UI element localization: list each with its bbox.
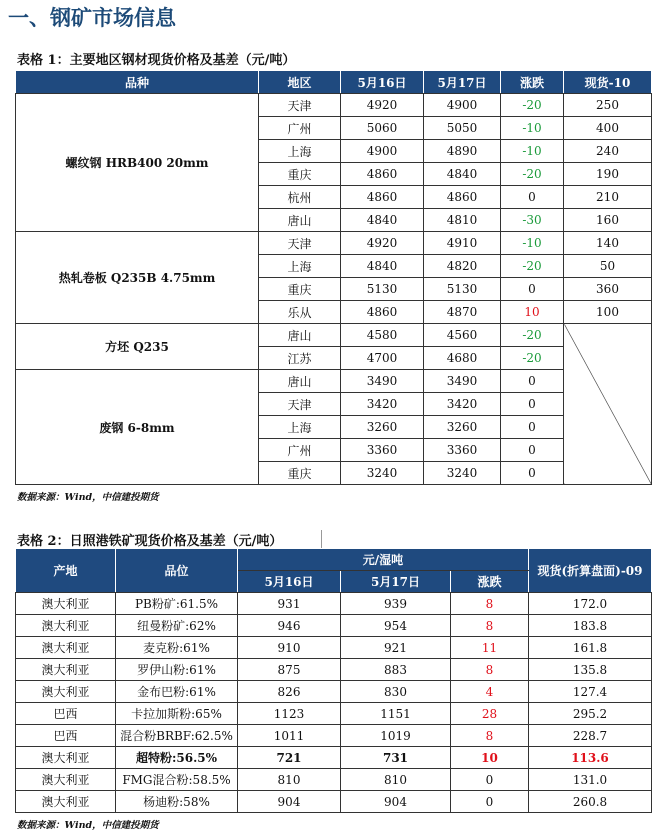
region: 江苏 [259, 347, 341, 370]
change: 10 [501, 301, 564, 324]
change: 0 [501, 393, 564, 416]
price-may16: 4860 [341, 163, 424, 186]
basis: 131.0 [529, 769, 652, 791]
change: 0 [501, 186, 564, 209]
change: 0 [451, 791, 529, 813]
region: 上海 [259, 416, 341, 439]
change: 0 [501, 278, 564, 301]
table-row [16, 94, 652, 117]
change: -20 [501, 94, 564, 117]
price-may16: 4860 [341, 186, 424, 209]
basis: 295.2 [529, 703, 652, 725]
grade: 混合粉BRBF:62.5% [116, 725, 238, 747]
table-row [16, 232, 652, 255]
header-date1: 5月16日 [238, 571, 341, 593]
price-may17: 4900 [424, 94, 501, 117]
table-row [16, 370, 652, 393]
empty-diagonal-cell [564, 324, 652, 485]
price-may17: 883 [341, 659, 451, 681]
price-may17: 954 [341, 615, 451, 637]
basis: 190 [564, 163, 652, 186]
price-may17: 1151 [341, 703, 451, 725]
change: 4 [451, 681, 529, 703]
change: 0 [501, 416, 564, 439]
basis: 250 [564, 94, 652, 117]
grade: 纽曼粉矿:62% [116, 615, 238, 637]
change: 8 [451, 615, 529, 637]
basis: 260.8 [529, 791, 652, 813]
header-change: 涨跌 [451, 571, 529, 593]
change: -30 [501, 209, 564, 232]
origin: 澳大利亚 [16, 593, 116, 615]
price-may16: 1011 [238, 725, 341, 747]
price-may16: 1123 [238, 703, 341, 725]
price-may16: 3260 [341, 416, 424, 439]
basis: 400 [564, 117, 652, 140]
price-may17: 3490 [424, 370, 501, 393]
table-row [16, 681, 652, 703]
table1-caption: 表格 1：主要地区钢材现货价格及基差（元/吨） [17, 53, 296, 68]
change: -20 [501, 163, 564, 186]
basis: 127.4 [529, 681, 652, 703]
header-unit: 元/湿吨 [238, 549, 529, 571]
region: 上海 [259, 140, 341, 163]
region: 重庆 [259, 462, 341, 485]
price-may17: 4680 [424, 347, 501, 370]
header-date2: 5月17日 [341, 571, 451, 593]
grade: 卡拉加斯粉:65% [116, 703, 238, 725]
region: 天津 [259, 393, 341, 416]
price-may16: 4860 [341, 301, 424, 324]
header-cell: 5月17日 [424, 71, 501, 94]
price-may16: 4900 [341, 140, 424, 163]
region: 天津 [259, 94, 341, 117]
origin: 澳大利亚 [16, 637, 116, 659]
grade: 杨迪粉:58% [116, 791, 238, 813]
region: 唐山 [259, 209, 341, 232]
basis: 140 [564, 232, 652, 255]
price-may17: 4810 [424, 209, 501, 232]
origin: 巴西 [16, 725, 116, 747]
change: 8 [451, 725, 529, 747]
iron-ore-price-table [15, 548, 652, 813]
origin: 澳大利亚 [16, 681, 116, 703]
table-row [16, 593, 652, 615]
price-may16: 4700 [341, 347, 424, 370]
product-name: 方坯 Q235 [16, 324, 259, 370]
price-may17: 5130 [424, 278, 501, 301]
region: 唐山 [259, 370, 341, 393]
product-name: 螺纹钢 HRB400 20mm [16, 94, 259, 232]
price-may16: 3360 [341, 439, 424, 462]
price-may16: 721 [238, 747, 341, 769]
price-may17: 3420 [424, 393, 501, 416]
basis: 113.6 [529, 747, 652, 769]
region: 广州 [259, 117, 341, 140]
price-may17: 921 [341, 637, 451, 659]
change: -20 [501, 255, 564, 278]
table2-source: 数据来源：Wind，中信建投期货 [17, 820, 159, 830]
region: 广州 [259, 439, 341, 462]
basis: 228.7 [529, 725, 652, 747]
basis: 100 [564, 301, 652, 324]
table-row [16, 725, 652, 747]
change: -10 [501, 232, 564, 255]
header-cell: 品种 [16, 71, 259, 94]
price-may16: 875 [238, 659, 341, 681]
region: 天津 [259, 232, 341, 255]
change: 8 [451, 659, 529, 681]
price-may16: 4920 [341, 232, 424, 255]
table-row [16, 659, 652, 681]
price-may17: 4840 [424, 163, 501, 186]
origin: 澳大利亚 [16, 747, 116, 769]
table-row [16, 769, 652, 791]
grade: 金布巴粉:61% [116, 681, 238, 703]
change: 0 [501, 439, 564, 462]
basis: 240 [564, 140, 652, 163]
price-may16: 5060 [341, 117, 424, 140]
price-may16: 3240 [341, 462, 424, 485]
origin: 巴西 [16, 703, 116, 725]
table-row [16, 637, 652, 659]
price-may17: 4860 [424, 186, 501, 209]
price-may17: 939 [341, 593, 451, 615]
basis: 210 [564, 186, 652, 209]
price-may17: 5050 [424, 117, 501, 140]
price-may17: 4820 [424, 255, 501, 278]
change: 11 [451, 637, 529, 659]
price-may17: 3260 [424, 416, 501, 439]
price-may16: 826 [238, 681, 341, 703]
header-cell: 地区 [259, 71, 341, 94]
region: 上海 [259, 255, 341, 278]
change: 0 [501, 462, 564, 485]
header-cell: 涨跌 [501, 71, 564, 94]
change: -20 [501, 347, 564, 370]
grade: 麦克粉:61% [116, 637, 238, 659]
origin: 澳大利亚 [16, 791, 116, 813]
price-may16: 904 [238, 791, 341, 813]
price-may17: 904 [341, 791, 451, 813]
table-row [16, 747, 652, 769]
basis: 183.8 [529, 615, 652, 637]
change: 8 [451, 593, 529, 615]
price-may16: 3490 [341, 370, 424, 393]
product-name: 热轧卷板 Q235B 4.75mm [16, 232, 259, 324]
change: 0 [451, 769, 529, 791]
change: -10 [501, 117, 564, 140]
header-basis: 现货(折算盘面)-09 [529, 549, 652, 593]
table-row [16, 703, 652, 725]
table-row [16, 324, 652, 347]
region: 乐从 [259, 301, 341, 324]
price-may16: 4580 [341, 324, 424, 347]
change: 10 [451, 747, 529, 769]
region: 杭州 [259, 186, 341, 209]
price-may16: 4840 [341, 209, 424, 232]
basis: 160 [564, 209, 652, 232]
basis: 360 [564, 278, 652, 301]
grade: 罗伊山粉:61% [116, 659, 238, 681]
price-may17: 830 [341, 681, 451, 703]
grade: FMG混合粉:58.5% [116, 769, 238, 791]
price-may16: 931 [238, 593, 341, 615]
steel-price-table [15, 70, 652, 485]
origin: 澳大利亚 [16, 659, 116, 681]
price-may16: 4840 [341, 255, 424, 278]
price-may17: 3360 [424, 439, 501, 462]
change: -10 [501, 140, 564, 163]
basis: 50 [564, 255, 652, 278]
price-may17: 3240 [424, 462, 501, 485]
table-row [16, 615, 652, 637]
price-may17: 4870 [424, 301, 501, 324]
grade: 超特粉:56.5% [116, 747, 238, 769]
price-may17: 4560 [424, 324, 501, 347]
region: 重庆 [259, 278, 341, 301]
header-cell: 5月16日 [341, 71, 424, 94]
header-cell: 现货-10 [564, 71, 652, 94]
price-may17: 810 [341, 769, 451, 791]
price-may16: 3420 [341, 393, 424, 416]
table2-caption: 表格 2：日照港铁矿现货价格及基差（元/吨） [17, 534, 283, 549]
header-origin: 产地 [16, 549, 116, 593]
price-may16: 946 [238, 615, 341, 637]
price-may17: 4890 [424, 140, 501, 163]
origin: 澳大利亚 [16, 769, 116, 791]
price-may17: 4910 [424, 232, 501, 255]
change: -20 [501, 324, 564, 347]
price-may16: 910 [238, 637, 341, 659]
price-may17: 1019 [341, 725, 451, 747]
origin: 澳大利亚 [16, 615, 116, 637]
change: 0 [501, 370, 564, 393]
change: 28 [451, 703, 529, 725]
price-may16: 4920 [341, 94, 424, 117]
price-may16: 810 [238, 769, 341, 791]
region: 重庆 [259, 163, 341, 186]
caption-divider [321, 530, 322, 548]
table-row [16, 791, 652, 813]
header-grade: 品位 [116, 549, 238, 593]
basis: 161.8 [529, 637, 652, 659]
grade: PB粉矿:61.5% [116, 593, 238, 615]
product-name: 废钢 6-8mm [16, 370, 259, 485]
region: 唐山 [259, 324, 341, 347]
basis: 172.0 [529, 593, 652, 615]
price-may16: 5130 [341, 278, 424, 301]
basis: 135.8 [529, 659, 652, 681]
table1-source: 数据来源：Wind，中信建投期货 [17, 492, 159, 503]
price-may17: 731 [341, 747, 451, 769]
section-heading: 一、钢矿市场信息 [8, 6, 176, 30]
